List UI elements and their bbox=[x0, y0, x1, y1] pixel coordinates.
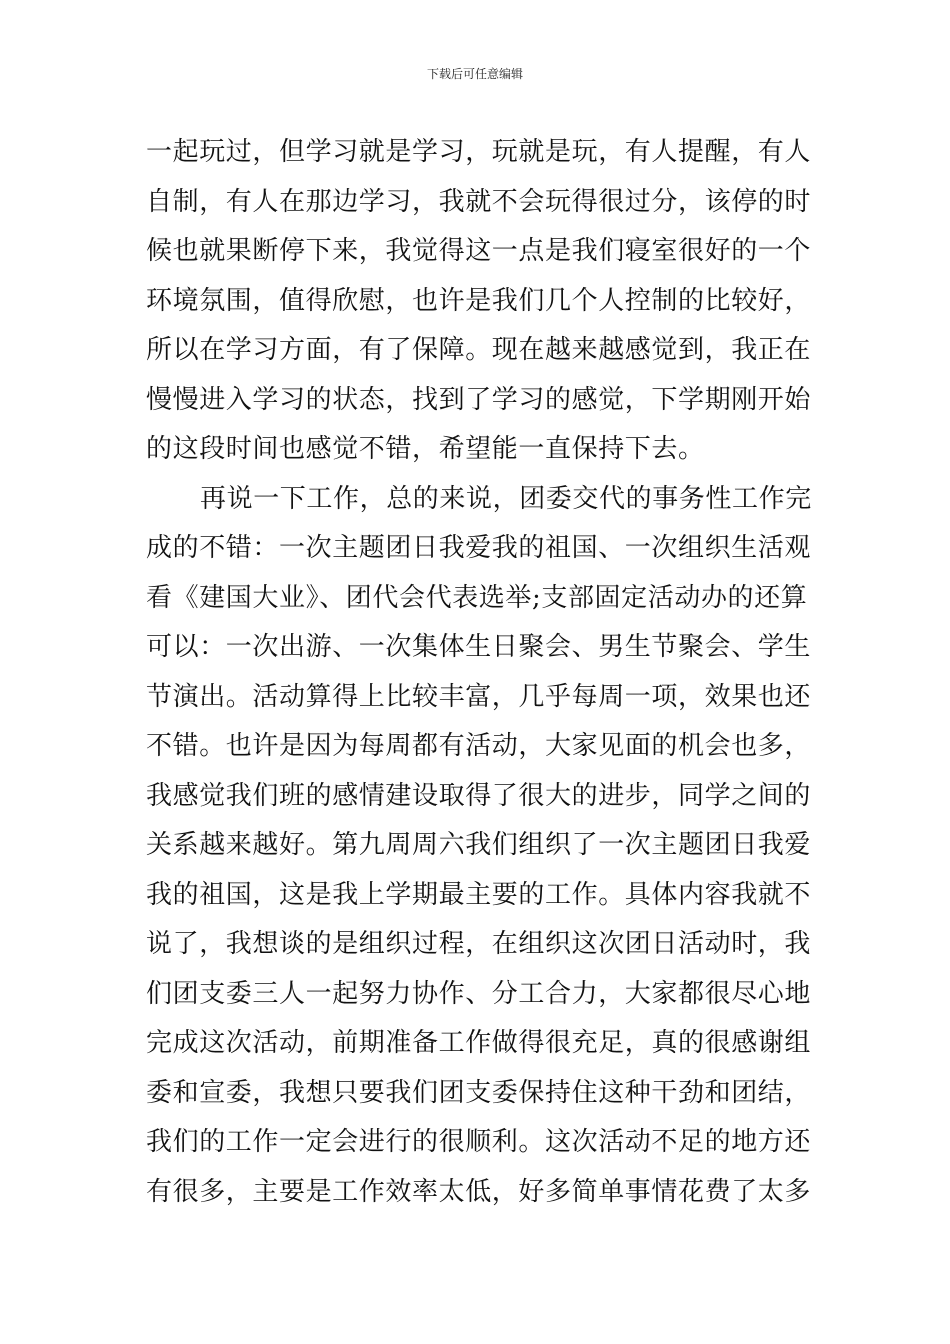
text-line: 自制，有人在那边学习，我就不会玩得很过分，该停的时 bbox=[146, 186, 812, 217]
text-line: 节演出。活动算得上比较丰富，几乎每周一项，效果也还 bbox=[146, 681, 812, 712]
text-line: 所以在学习方面，有了保障。现在越来越感觉到，我正在 bbox=[146, 335, 812, 365]
text-line: 的这段时间也感觉不错，希望能一直保持下去。 bbox=[146, 434, 705, 464]
text-line: 慢慢进入学习的状态，找到了学习的感觉，下学期刚开始 bbox=[146, 384, 812, 415]
text-line: 我们的工作一定会进行的很顺利。这次活动不足的地方还 bbox=[146, 1127, 812, 1157]
text-line: 关系越来越好。第九周周六我们组织了一次主题团日我爱 bbox=[146, 830, 812, 860]
text-line: 环境氛围，值得欣慰，也许是我们几个人控制的比较好， bbox=[146, 285, 812, 316]
paragraph-start-line: 再说一下工作，总的来说，团委交代的事务性工作完 bbox=[200, 483, 812, 514]
text-line: 完成这次活动，前期准备工作做得很充足，真的很感谢组 bbox=[146, 1028, 812, 1058]
text-line: 看《建国大业》、团代会代表选举;支部固定活动办的还算 bbox=[146, 582, 808, 613]
text-line: 成的不错：一次主题团日我爱我的祖国、一次组织生活观 bbox=[146, 533, 812, 563]
page-header: 下载后可任意编辑 bbox=[426, 67, 523, 81]
text-line: 一起玩过，但学习就是学习，玩就是玩，有人提醒，有人 bbox=[146, 137, 812, 167]
text-line: 我感觉我们班的感情建设取得了很大的进步，同学之间的 bbox=[146, 780, 812, 811]
body-text bbox=[146, 128, 812, 1217]
text-line: 可以：一次出游、一次集体生日聚会、男生节聚会、学生 bbox=[146, 632, 812, 662]
text-line: 说了，我想谈的是组织过程，在组织这次团日活动时，我 bbox=[146, 929, 812, 959]
text-line: 有很多，主要是工作效率太低，好多简单事情花费了太多 bbox=[146, 1176, 812, 1207]
text-line: 不错。也许是因为每周都有活动，大家见面的机会也多， bbox=[146, 731, 812, 761]
text-line: 们团支委三人一起努力协作、分工合力，大家都很尽心地 bbox=[146, 978, 812, 1009]
text-line: 委和宣委，我想只要我们团支委保持住这种干劲和团结， bbox=[146, 1077, 812, 1108]
text-line: 候也就果断停下来，我觉得这一点是我们寝室很好的一个 bbox=[146, 236, 812, 266]
text-line: 我的祖国，这是我上学期最主要的工作。具体内容我就不 bbox=[146, 879, 812, 910]
